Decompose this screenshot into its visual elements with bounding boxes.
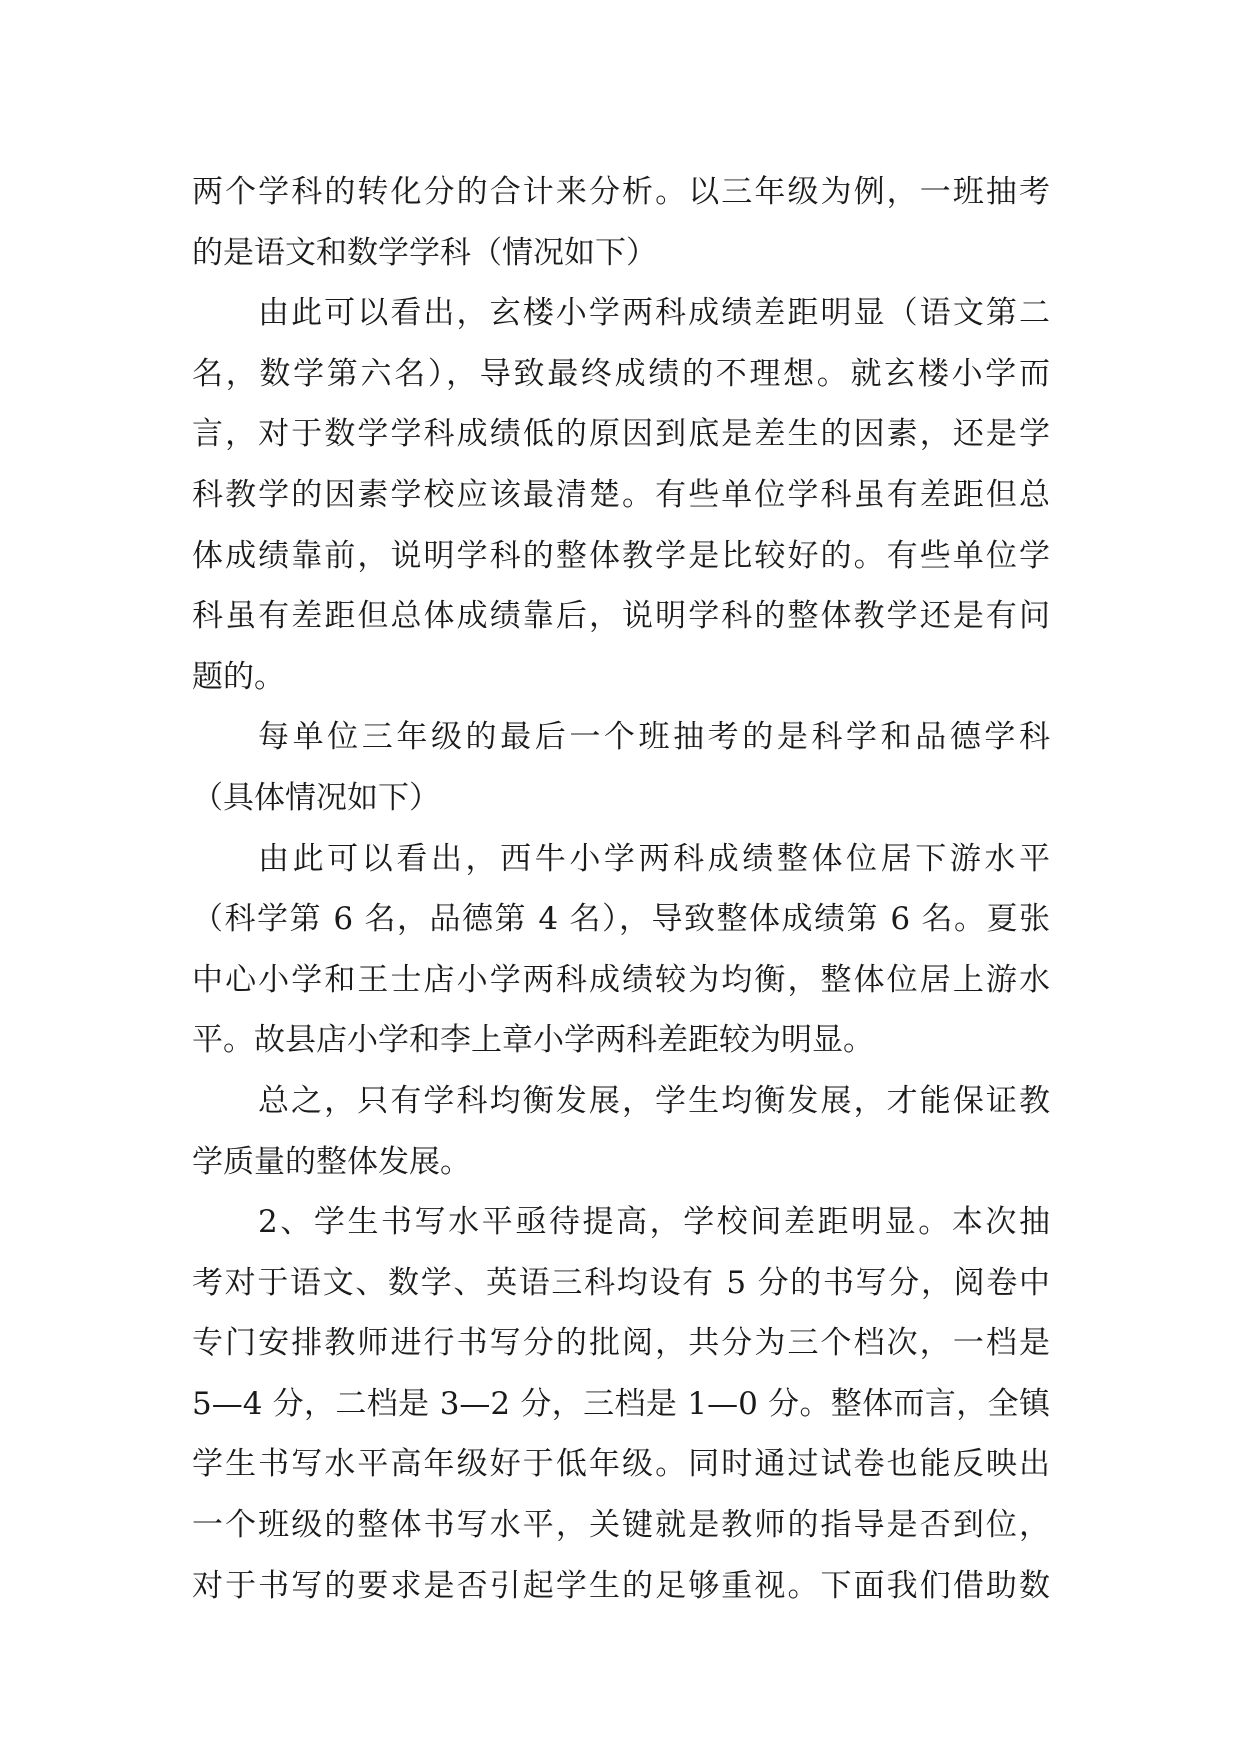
text-line: 题的。 — [192, 658, 285, 695]
text-line: 对于书写的要求是否引起学生的足够重视。下面我们借助数 — [192, 1567, 1050, 1604]
text-line: 两个学科的转化分的合计来分析。以三年级为例，一班抽考 — [192, 174, 1050, 210]
text-line: 学生书写水平高年级好于低年级。同时通过试卷也能反映出 — [192, 1446, 1050, 1483]
text-line: 科虽有差距但总体成绩靠后，说明学科的整体教学还是有问 — [192, 598, 1050, 635]
text-line: 平。故县店小学和李上章小学两科差距较为明显。 — [192, 1022, 874, 1059]
text-line: 学质量的整体发展。 — [192, 1143, 471, 1180]
document-body — [192, 162, 1050, 1616]
text-line: 言，对于数学学科成绩低的原因到底是差生的因素，还是学 — [192, 416, 1050, 453]
text-line: （科学第 6 名，品德第 4 名），导致整体成绩第 6 名。夏张 — [192, 901, 1050, 938]
text-line: 一个班级的整体书写水平，关键就是教师的指导是否到位， — [192, 1507, 1050, 1544]
text-line: （具体情况如下） — [192, 779, 440, 816]
text-line: 专门安排教师进行书写分的批阅，共分为三个档次，一档是 — [192, 1325, 1050, 1362]
text-line: 中心小学和王士店小学两科成绩较为均衡，整体位居上游水 — [192, 961, 1050, 998]
text-line: 名，数学第六名），导致最终成绩的不理想。就玄楼小学而 — [192, 355, 1050, 392]
text-line: 科教学的因素学校应该最清楚。有些单位学科虽有差距但总 — [192, 476, 1050, 513]
text-line: 每单位三年级的最后一个班抽考的是科学和品德学科 — [258, 719, 1050, 756]
text-line: 由此可以看出，玄楼小学两科成绩差距明显（语文第二 — [258, 295, 1050, 332]
text-line: 2、学生书写水平亟待提高，学校间差距明显。本次抽 — [258, 1204, 1050, 1241]
text-line: 考对于语文、数学、英语三科均设有 5 分的书写分，阅卷中 — [192, 1264, 1050, 1301]
text-line: 5—4 分，二档是 3—2 分，三档是 1—0 分。整体而言，全镇 — [192, 1385, 1050, 1422]
text-line: 的是语文和数学学科（情况如下） — [192, 234, 657, 271]
text-line: 体成绩靠前，说明学科的整体教学是比较好的。有些单位学 — [192, 537, 1050, 574]
text-line: 总之，只有学科均衡发展，学生均衡发展，才能保证教 — [258, 1082, 1050, 1119]
text-line: 由此可以看出，西牛小学两科成绩整体位居下游水平 — [258, 840, 1050, 877]
